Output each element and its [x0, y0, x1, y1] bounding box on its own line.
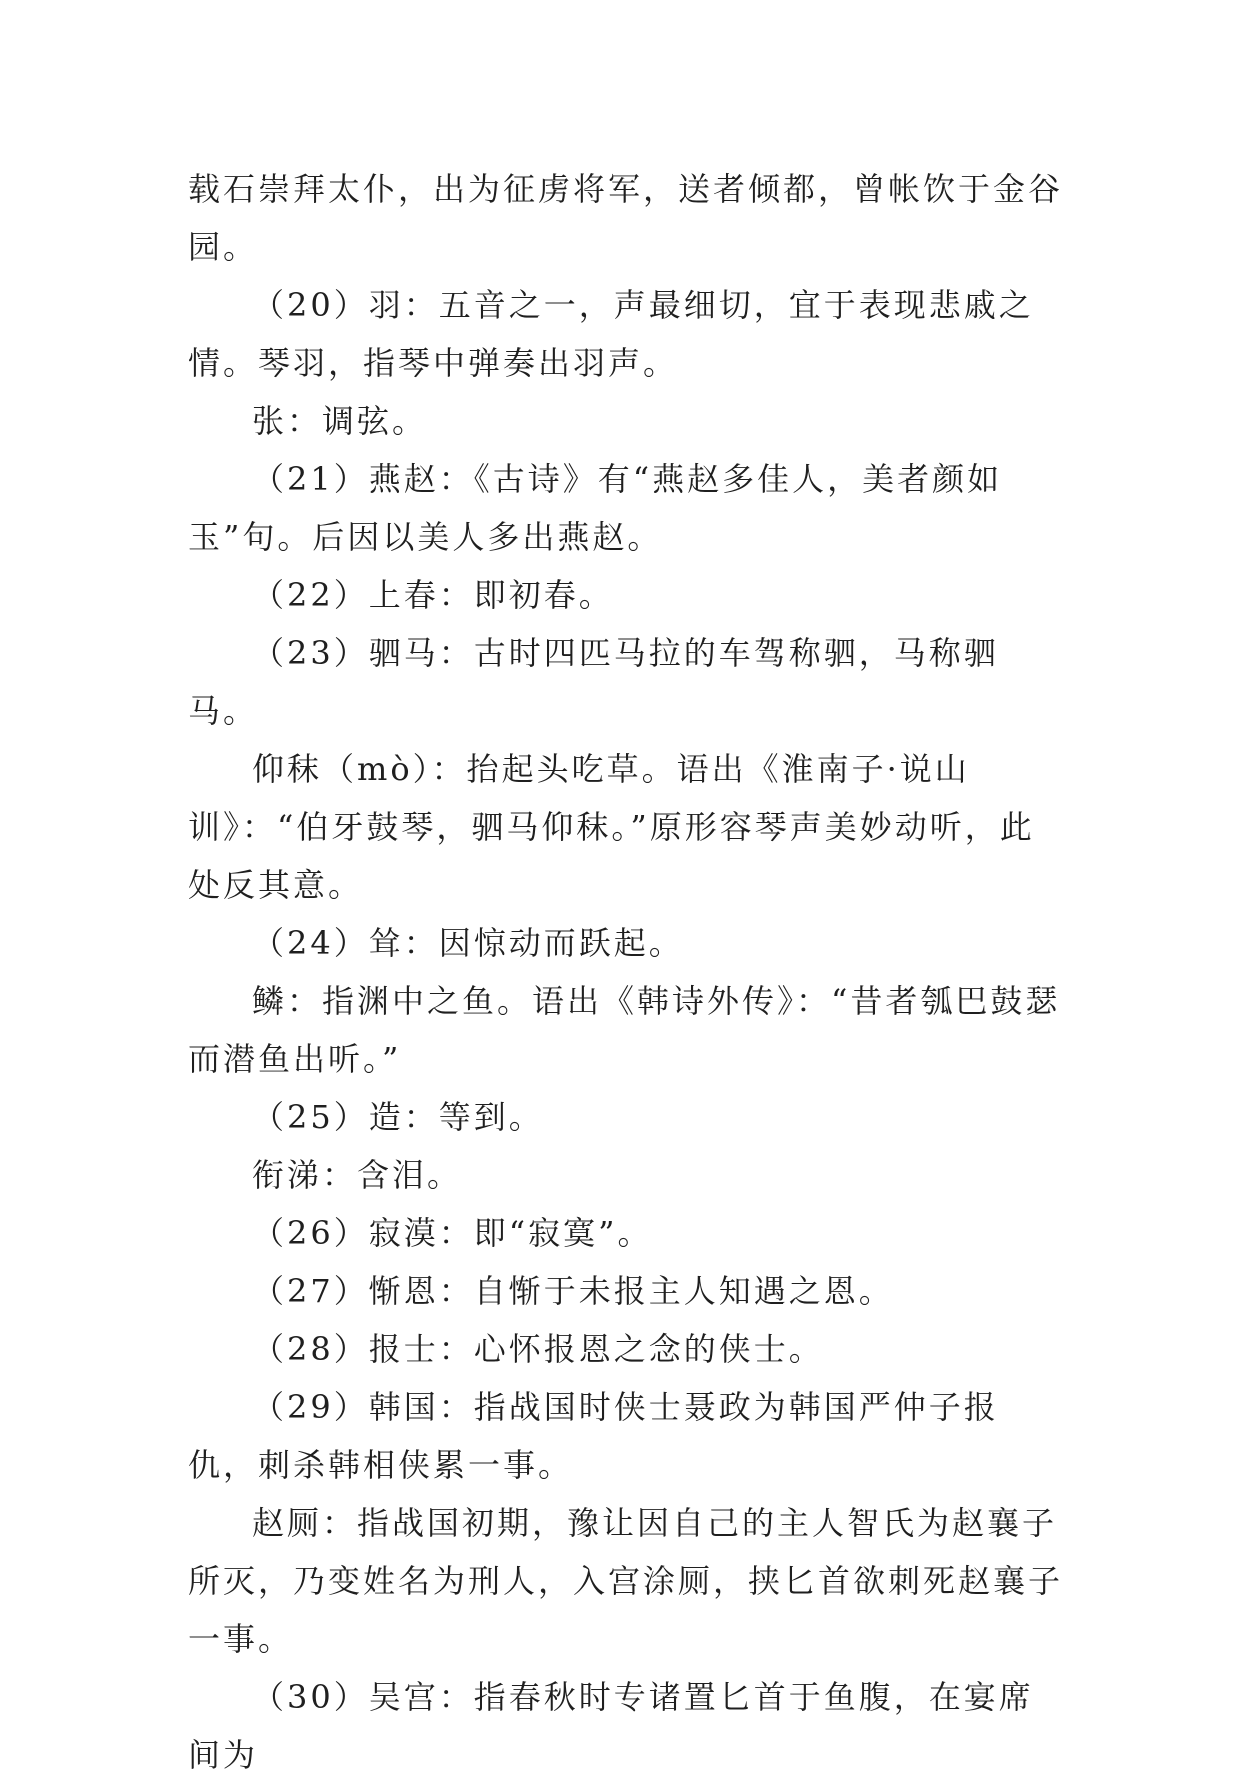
paragraph: （29）韩国：指战国时侠士聂政为韩国严仲子报仇，刺杀韩相侠累一事。 [188, 1388, 999, 1484]
paragraph: 张：调弦。 [252, 402, 428, 440]
paragraph: （23）驷马：古时四匹马拉的车驾称驷，马称驷马。 [188, 634, 999, 730]
document-body [188, 160, 1068, 1784]
paragraph: 载石崇拜太仆，出为征虏将军，送者倾都，曾帐饮于金谷园。 [188, 170, 1064, 266]
paragraph: （24）耸：因惊动而跃起。 [252, 924, 684, 962]
paragraph: （20）羽：五音之一，声最细切，宜于表现悲戚之情。琴羽，指琴中弹奏出羽声。 [188, 286, 1034, 382]
paragraph: （22）上春：即初春。 [252, 576, 614, 614]
paragraph: （27）惭恩：自惭于未报主人知遇之恩。 [252, 1272, 894, 1310]
paragraph: （28）报士：心怀报恩之念的侠士。 [252, 1330, 824, 1368]
paragraph: （21）燕赵：《古诗》有“燕赵多佳人，美者颜如玉”句。后因以美人多出燕赵。 [188, 460, 1003, 556]
paragraph: 衔涕：含泪。 [252, 1156, 463, 1194]
paragraph: （25）造：等到。 [252, 1098, 544, 1136]
paragraph: 仰秣（mò）：抬起头吃草。语出《淮南子·说山训》：“伯牙鼓琴，驷马仰秣。”原形容琴声美妙动听，此处反其意。 [188, 750, 1035, 904]
paragraph: （30）吴宫：指春秋时专诸置匕首于鱼腹，在宴席间为 [188, 1678, 1034, 1774]
paragraph: 赵厕：指战国初期，豫让因自己的主人智氏为赵襄子所灭，乃变姓名为刑人，入宫涂厕，挟匕首欲刺死赵襄子一事。 [188, 1504, 1064, 1658]
paragraph: （26）寂漠：即“寂寞”。 [252, 1214, 653, 1252]
paragraph: 鳞：指渊中之鱼。语出《韩诗外传》：“昔者瓠巴鼓瑟而潜鱼出听。” [188, 982, 1061, 1078]
